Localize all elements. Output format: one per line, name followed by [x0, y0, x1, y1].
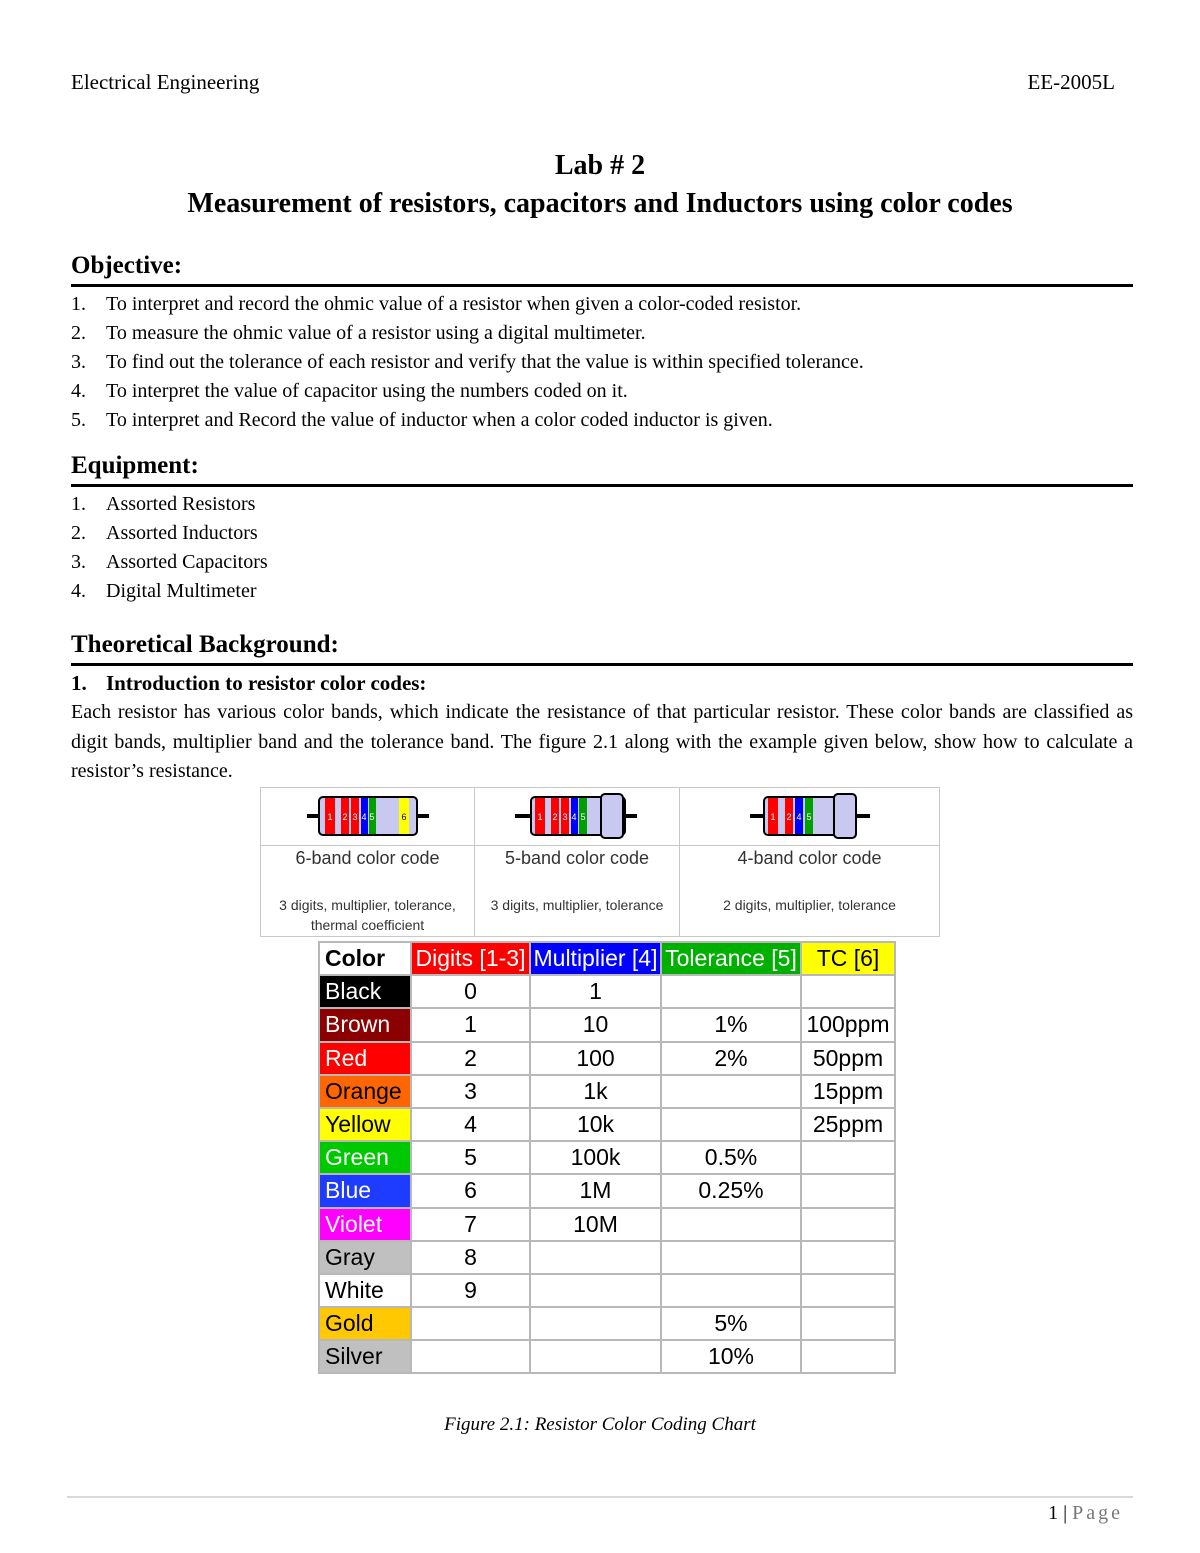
tolerance-cell [661, 1108, 801, 1141]
objective-list [71, 290, 1133, 435]
band-label: 5 [580, 812, 586, 822]
item-number: 3. [71, 551, 86, 573]
digit-cell [411, 1307, 530, 1340]
list-item [71, 377, 1133, 406]
item-text: Assorted Resistors [106, 493, 256, 515]
band-label: 3 [352, 812, 358, 822]
multiplier-cell: 10k [530, 1108, 661, 1141]
band-title: 6-band color code [295, 848, 440, 868]
tc-cell: 25ppm [801, 1108, 895, 1141]
band-label: 4 [796, 812, 802, 822]
tolerance-cell: 0.25% [661, 1174, 801, 1207]
item-number: 1. [71, 293, 86, 315]
band-title: 4-band color code [737, 848, 882, 868]
item-text: To measure the ohmic value of a resistor using a digital multimeter. [106, 322, 646, 344]
list-item [71, 519, 1133, 548]
color-name-cell: Silver [319, 1340, 411, 1373]
resistor-4-band-image [680, 788, 939, 846]
list-item [71, 406, 1133, 435]
item-text: Digital Multimeter [106, 580, 257, 602]
list-item [71, 577, 1133, 606]
header-color: Color [319, 942, 411, 975]
tc-cell [801, 975, 895, 1008]
tc-cell [801, 1174, 895, 1207]
multiplier-cell [530, 1241, 661, 1274]
band-label: 5 [806, 812, 812, 822]
tc-cell: 50ppm [801, 1042, 895, 1075]
multiplier-cell: 1k [530, 1075, 661, 1108]
table-row [319, 1241, 895, 1274]
table-row [319, 1008, 895, 1041]
band-description: 2 digits, multiplier, tolerance [723, 897, 896, 913]
digit-cell: 6 [411, 1174, 530, 1207]
band-column-6 [261, 788, 475, 936]
list-item [71, 290, 1133, 319]
band-description: 3 digits, multiplier, tolerance [490, 897, 664, 913]
tolerance-cell [661, 1241, 801, 1274]
resistor-5-band-icon [475, 788, 680, 845]
list-item [71, 348, 1133, 377]
page-label: Page [1072, 1502, 1123, 1524]
tolerance-cell [661, 975, 801, 1008]
tc-cell [801, 1141, 895, 1174]
multiplier-cell [530, 1307, 661, 1340]
item-number: 5. [71, 409, 86, 431]
table-row [319, 975, 895, 1008]
multiplier-cell: 100k [530, 1141, 661, 1174]
item-text: To find out the tolerance of each resistor and verify that the value is within specified tolerance. [106, 351, 864, 373]
tolerance-cell: 1% [661, 1008, 801, 1041]
digit-cell: 5 [411, 1141, 530, 1174]
item-number: 4. [71, 580, 86, 602]
tolerance-cell: 2% [661, 1042, 801, 1075]
digit-cell: 4 [411, 1108, 530, 1141]
color-name-cell: Green [319, 1141, 411, 1174]
color-name-cell: Yellow [319, 1108, 411, 1141]
multiplier-cell [530, 1340, 661, 1373]
lab-title: Measurement of resistors, capacitors and Inductors using color codes [187, 188, 1013, 219]
band-label: 6 [401, 812, 407, 822]
page-number: 1 [1048, 1502, 1059, 1524]
table-row [319, 1042, 895, 1075]
tolerance-cell [661, 1274, 801, 1307]
item-number: 3. [71, 351, 86, 373]
band-column-5 [475, 788, 680, 936]
tolerance-cell [661, 1075, 801, 1108]
band-label: 3 [562, 812, 568, 822]
tc-cell: 15ppm [801, 1075, 895, 1108]
item-number: 2. [71, 522, 86, 544]
header-tc: TC [6] [801, 942, 895, 975]
item-number: 1. [71, 493, 86, 515]
digit-cell: 9 [411, 1274, 530, 1307]
tolerance-cell: 5% [661, 1307, 801, 1340]
color-name-cell: Red [319, 1042, 411, 1075]
theory-heading: Theoretical Background: [71, 631, 1133, 666]
list-item [71, 319, 1133, 348]
page-separator: | [1063, 1502, 1068, 1524]
multiplier-cell: 1M [530, 1174, 661, 1207]
digit-cell: 8 [411, 1241, 530, 1274]
tolerance-cell: 10% [661, 1340, 801, 1373]
list-item [71, 490, 1133, 519]
header-digits: Digits [1-3] [411, 942, 530, 975]
table-row [319, 1108, 895, 1141]
tc-cell [801, 1274, 895, 1307]
tc-cell [801, 1340, 895, 1373]
band-label: 1 [537, 812, 543, 822]
table-row [319, 1075, 895, 1108]
band-label: 4 [571, 812, 577, 822]
band-label: 2 [786, 812, 792, 822]
tc-cell [801, 1208, 895, 1241]
header-multiplier: Multiplier [4] [530, 942, 661, 975]
item-text: Assorted Capacitors [106, 551, 268, 573]
table-row [319, 1340, 895, 1373]
color-name-cell: Black [319, 975, 411, 1008]
list-item [71, 548, 1133, 577]
equipment-heading: Equipment: [71, 452, 1133, 487]
color-code-chart [318, 941, 896, 1374]
color-name-cell: Violet [319, 1208, 411, 1241]
resistor-5-band-image [475, 788, 679, 846]
band-column-4 [680, 788, 939, 936]
multiplier-cell [530, 1274, 661, 1307]
table-row [319, 1208, 895, 1241]
digit-cell: 3 [411, 1075, 530, 1108]
header-course: Electrical Engineering [71, 70, 260, 94]
equipment-list [71, 490, 1133, 606]
table-row [319, 1274, 895, 1307]
header-code: EE-2005L [1027, 70, 1115, 94]
item-number: 4. [71, 380, 86, 402]
color-name-cell: Gold [319, 1307, 411, 1340]
color-name-cell: Blue [319, 1174, 411, 1207]
tolerance-cell: 0.5% [661, 1141, 801, 1174]
table-row [319, 1174, 895, 1207]
color-name-cell: Orange [319, 1075, 411, 1108]
item-text: Assorted Inductors [106, 522, 258, 544]
digit-cell: 1 [411, 1008, 530, 1041]
table-row [319, 1307, 895, 1340]
figure-caption: Figure 2.1: Resistor Color Coding Chart [444, 1414, 756, 1435]
lab-number: Lab # 2 [554, 150, 646, 181]
band-title: 5-band color code [504, 848, 650, 868]
subsection-number: 1. [71, 671, 87, 695]
digit-cell [411, 1340, 530, 1373]
band-label: 1 [327, 812, 333, 822]
multiplier-cell: 10M [530, 1208, 661, 1241]
digit-cell: 7 [411, 1208, 530, 1241]
band-label: 2 [552, 812, 558, 822]
tc-cell [801, 1241, 895, 1274]
header-tolerance: Tolerance [5] [661, 942, 801, 975]
tolerance-cell [661, 1208, 801, 1241]
table-row [319, 1141, 895, 1174]
band-diagram [260, 787, 940, 937]
band-label: 4 [361, 812, 367, 822]
tc-cell: 100ppm [801, 1008, 895, 1041]
page-footer [1048, 1502, 1123, 1525]
resistor-6-band-image [261, 788, 474, 846]
resistor-6-band-icon [261, 788, 475, 845]
band-label: 5 [369, 812, 375, 822]
color-name-cell: Brown [319, 1008, 411, 1041]
objective-heading: Objective: [71, 252, 1133, 287]
footer-divider [67, 1496, 1133, 1498]
tc-cell [801, 1307, 895, 1340]
subsection-text: Introduction to resistor color codes: [106, 671, 427, 695]
band-label: 2 [342, 812, 348, 822]
digit-cell: 0 [411, 975, 530, 1008]
band-description: 3 digits, multiplier, tolerance, thermal coefficient [279, 897, 456, 933]
item-text: To interpret and record the ohmic value of a resistor when given a color-coded resistor. [106, 293, 802, 315]
item-number: 2. [71, 322, 86, 344]
item-text: To interpret the value of capacitor using the numbers coded on it. [106, 380, 628, 402]
subsection-title [71, 671, 426, 696]
item-text: To interpret and Record the value of inductor when a color coded inductor is given. [106, 409, 773, 431]
multiplier-cell: 100 [530, 1042, 661, 1075]
color-name-cell: White [319, 1274, 411, 1307]
chart-header-row [319, 942, 895, 975]
band-label: 1 [770, 812, 776, 822]
multiplier-cell: 10 [530, 1008, 661, 1041]
digit-cell: 2 [411, 1042, 530, 1075]
color-name-cell: Gray [319, 1241, 411, 1274]
multiplier-cell: 1 [530, 975, 661, 1008]
intro-paragraph: Each resistor has various color bands, which indicate the resistance of that particular resistor. These color bands are classified as digit bands, multiplier band and the tolerance band. The figure 2.1 along with the example given below, show how to calculate a resistor’s resistance. [71, 701, 1133, 782]
resistor-4-band-icon [680, 788, 939, 845]
